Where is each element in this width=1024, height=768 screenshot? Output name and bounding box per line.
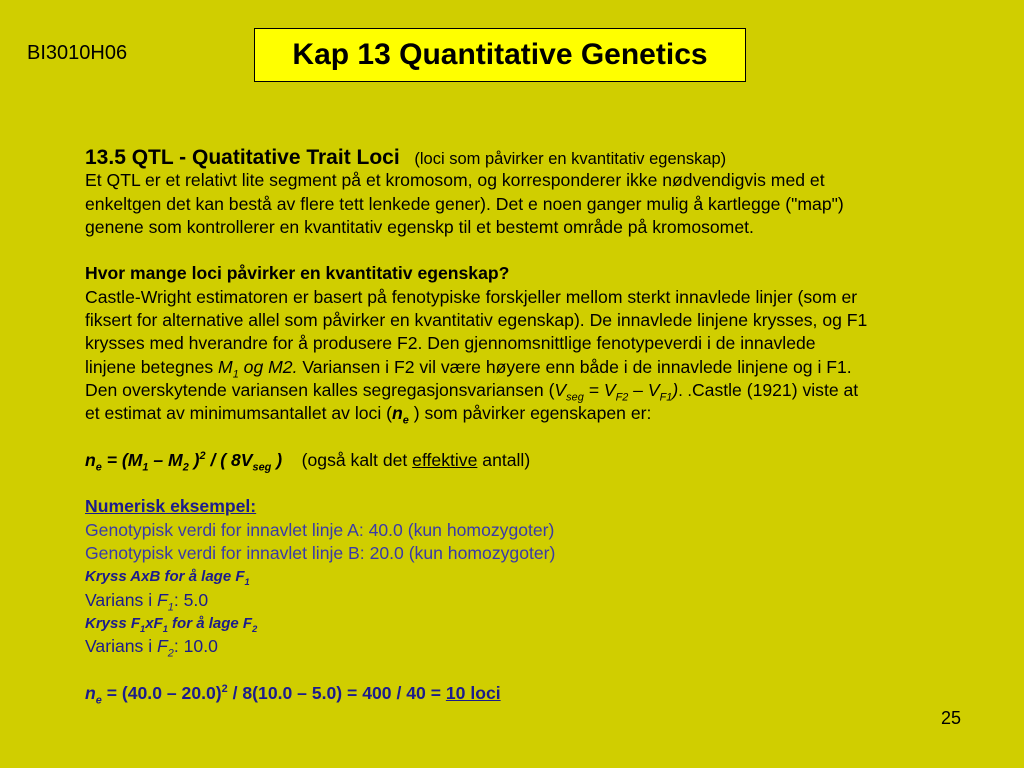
loci-question: Hvor mange loci påvirker en kvantitativ egenskap? — [85, 263, 510, 284]
m1-symbol: $M_1$ og M2. — [218, 356, 298, 381]
example-line: Genotypisk verdi for innavlet linje B: 20.0 (kun homozygoter) — [85, 543, 556, 564]
qtl-text-line: enkeltgen det kan bestå av flere tett lenkede gener). Det e noen ganger mulig å kartlegge ("map") — [85, 193, 844, 214]
course-code: BI3010H06 — [27, 42, 128, 64]
page-number: 25 — [941, 708, 962, 728]
loci-text-line: et estimat av minimumsantallet av loci ($n_e$ ) som påvirker egenskapen er: — [85, 403, 652, 427]
qtl-heading-line — [85, 146, 990, 169]
qtl-text-line: genene som kontrollerer en kvantitativ egenskp til et bestemt område på kromosomet. — [85, 216, 754, 237]
formula-expression: $n_e = (M_1 - M_2$ )$^2$ / ( $8V_{seg}$ ) — [85, 449, 283, 474]
loci-text-line: fiksert for alternative allel som påvirker en kvantitativ egenskap). De innavlede linjene krysses, og F1 — [85, 310, 868, 331]
example-cross-line: Kryss $F_1xF_1$ for å lage $F_2$ — [85, 614, 258, 634]
castle-wright-formula — [85, 449, 990, 472]
loci-text-line: Den overskytende variansen kalles segregasjonsvariansen $(V_{seg} = V_{F2} - V_{F1})$. .Castle (1921) viste at — [85, 379, 859, 404]
result-line: $n_e = (40.0 - 20.0)^2 / 8(10.0 - 5.0) = 400 / 40 = 10$ loci — [85, 682, 501, 707]
example-variance-line: Varians i $F_2$: 10.0 — [85, 636, 218, 660]
slide-title: Kap 13 Quantitative Genetics — [254, 28, 746, 82]
example-line: Genotypisk verdi for innavlet linje A: 40.0 (kun homozygoter) — [85, 519, 555, 540]
result-answer: 10 loci — [445, 682, 501, 703]
slide-body — [85, 146, 990, 705]
ne-symbol: $n_e$ — [392, 403, 409, 427]
formula-note: (også kalt det effektive antall) — [301, 449, 531, 470]
loci-text-line: linjene betegnes $M_1$ og M2. Variansen i F2 vil være høyere enn både i de innavlede linjene og i F1. — [85, 356, 852, 381]
qtl-heading: 13.5 QTL - Quatitative Trait Loci — [85, 146, 400, 169]
example-heading: Numerisk eksempel: — [85, 496, 257, 517]
qtl-heading-note: (loci som påvirker en kvantitativ egenskap) — [414, 150, 727, 168]
example-cross-line: Kryss AxB for å lage $F_1$ — [85, 568, 250, 588]
example-variance-line: Varians i $F_1$: 5.0 — [85, 589, 209, 614]
vseg-expression: $V_{seg} = V_{F2} - V_{F1}$) — [554, 379, 679, 404]
loci-text-line: Castle-Wright estimatoren er basert på fenotypiske forskjeller mellom sterkt innavlede linjer (som er — [85, 286, 858, 307]
loci-text-line: krysses med hverandre for å produsere F2. Den gjennomsnittlige fenotypeverdi i de innavlede — [85, 333, 816, 354]
qtl-text-line: Et QTL er et relativt lite segment på et kromosom, og korresponderer ikke nødvendigvis med et — [85, 170, 825, 191]
